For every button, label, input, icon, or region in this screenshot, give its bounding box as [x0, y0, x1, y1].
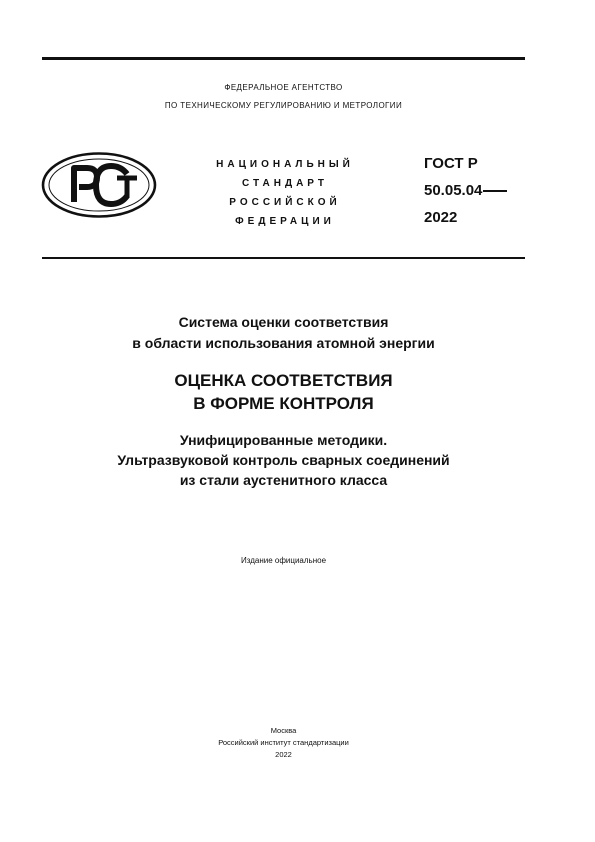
designation-year: 2022: [424, 209, 458, 226]
imprint-city: Москва: [270, 726, 297, 735]
agency-name-line-2: ПО ТЕХНИЧЕСКОМУ РЕГУЛИРОВАНИЮ И МЕТРОЛОГИИ: [164, 101, 403, 110]
rst-certification-mark-icon: [41, 152, 157, 218]
main-title: [42, 369, 525, 415]
edition-label: Издание официальное: [240, 556, 327, 565]
designation-prefix: ГОСТ Р: [424, 155, 478, 172]
imprint-publisher: Российский институт стандартизации: [218, 738, 349, 747]
designation-number-row: [424, 177, 507, 204]
designation-number: 50.05.04: [424, 182, 483, 199]
system-title-line-2: в области использования атомной энергии: [132, 335, 435, 351]
imprint-year: 2022: [275, 750, 292, 759]
national-standard-label: [190, 155, 380, 231]
subtitle-line-3: из стали аустенитного класса: [179, 472, 388, 488]
subtitle-line-1: Унифицированные методики.: [179, 432, 388, 448]
subtitle: [42, 430, 525, 490]
agency-name-line-1: ФЕДЕРАЛЬНОЕ АГЕНТСТВО: [224, 83, 343, 92]
imprint: [42, 725, 525, 761]
system-title-line-1: Система оценки соответствия: [178, 314, 389, 330]
header-rule: [42, 257, 525, 259]
top-rule: [42, 57, 525, 60]
standard-designation: [424, 150, 507, 231]
system-title: [42, 312, 525, 354]
designation-dash: [483, 190, 507, 192]
national-standard-line-2: СТАНДАРТ: [242, 178, 328, 189]
subtitle-line-2: Ультразвуковой контроль сварных соединений: [117, 452, 450, 468]
main-title-line-1: ОЦЕНКА СООТВЕТСТВИЯ: [174, 371, 393, 390]
main-title-line-2: В ФОРМЕ КОНТРОЛЯ: [193, 394, 374, 413]
national-standard-line-3: РОССИЙСКОЙ: [229, 197, 341, 208]
national-standard-line-1: НАЦИОНАЛЬНЫЙ: [216, 159, 354, 170]
national-standard-line-4: ФЕДЕРАЦИИ: [235, 216, 335, 227]
